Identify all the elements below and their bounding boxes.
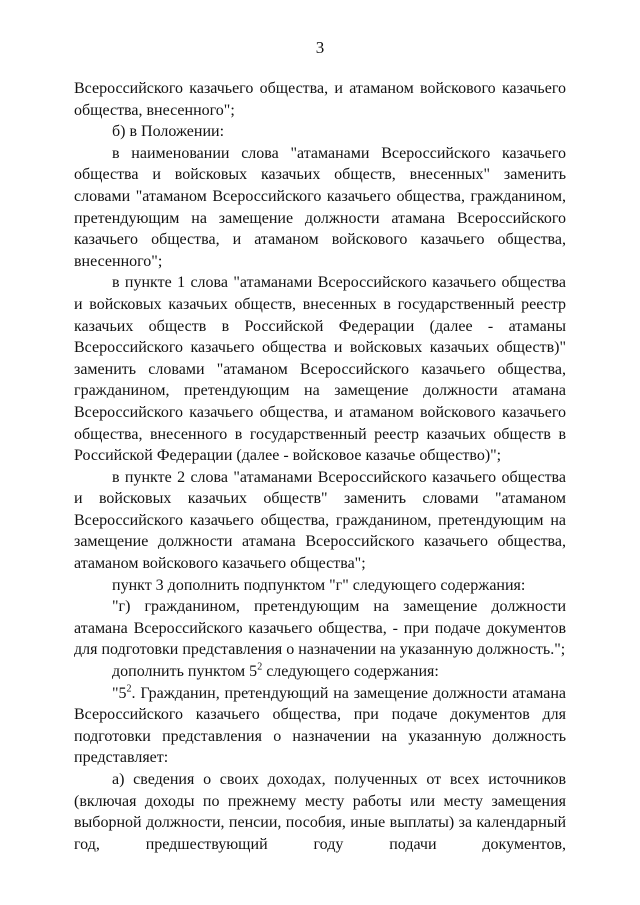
paragraph-continuation: Всероссийского казачьего общества, и атаманом войскового казачьего общества, внесенного"; (74, 80, 566, 119)
paragraph-subpoint-a: а) сведения о своих доходах, полученных от всех источников (включая доходы по прежнему месту работы или месту замещения выборной должности, пенсии, пособия, иные выплаты) за календарный год, предшествующий году подачи документов, (74, 771, 566, 853)
paragraph-subsection-b: б) в Положении: (112, 123, 225, 141)
text-span: следующего содержания: (262, 663, 439, 681)
page-number: 3 (315, 38, 325, 57)
paragraph-point-5-2 (74, 683, 566, 769)
paragraph-subpoint-g: "г) гражданином, претендующим на замещение должности атамана Всероссийского казачьего общества, - при подаче документов для подготовки представления о назначении на указанную должность."; (74, 598, 566, 659)
paragraph-add-point-5-2 (74, 661, 566, 683)
document-body (74, 78, 566, 855)
paragraph-title-change: в наименовании слова "атаманами Всероссийского казачьего общества и войсковых казачьих обществ, внесенных" заменить словами "атаманом Всероссийского казачьего общества, гражданином, претендующим на замещение должности атамана Всероссийского казачьего общества, и атаманом войскового казачьего общества, внесенного"; (74, 144, 566, 270)
superscript: 2 (257, 661, 263, 673)
text-span: дополнить пунктом 5 (112, 663, 258, 681)
text-span: "5 (112, 684, 127, 702)
paragraph-point-1: в пункте 1 слова "атаманами Всероссийского казачьего общества и войсковых казачьих обществ, внесенных в государственный реестр казачьих обществ в Российской Федерации (далее - атаманы Всероссийского казачьего общества и войсковых казачьих обществ)" заменить словами "атаманом Всероссийского казачьего общества, гражданином, претендующим на замещение должности атамана Всероссийского казачьего общества, и атаманом войскового казачьего общества, внесенного в государственный реестр казачьих обществ в Российской Федерации (далее - войсковое казачье общество)"; (74, 274, 566, 465)
text-span: . Гражданин, претендующий на замещение должности атамана Всероссийского казачьего общества, при подаче документов для подготовки представления о назначении на указанную должность представляет: (74, 684, 566, 767)
superscript: 2 (126, 683, 132, 695)
paragraph-point-3: пункт 3 дополнить подпунктом "г" следующего содержания: (112, 576, 526, 594)
paragraph-point-2: в пункте 2 слова "атаманами Всероссийского казачьего общества и войсковых казачьих обществ" заменить словами "атаманом Всероссийского казачьего общества, гражданином, претендующим на замещение должности атамана Всероссийского казачьего общества, атаманом войскового казачьего общества"; (74, 468, 566, 573)
